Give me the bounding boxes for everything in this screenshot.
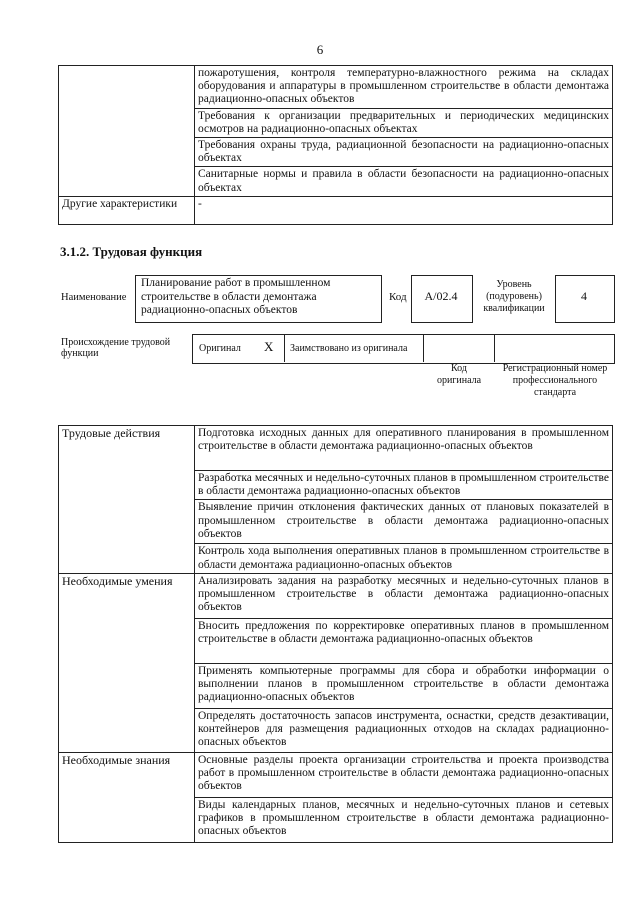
table-cell-text: пожаротушения, контроля температурно-влажностного режима на складах оборудования и аппаратуры в промышленном строительстве в области демонтажа радиационно-опасных объектов — [195, 66, 613, 109]
page-number: 6 — [316, 42, 324, 57]
list-item: Виды календарных планов, месячных и недельно-суточных планов и сетевых графиков в промышленном строительстве в области демонтажа радиационно-опасных объектов — [195, 797, 613, 842]
table-cell-label — [59, 108, 195, 137]
table-cell-text: Санитарные нормы и правила в области безопасности на радиационно-опасных объектах — [195, 167, 613, 196]
level-value: 4 — [581, 289, 587, 303]
list-item: Применять компьютерные программы для сбора и обработки информации о выполнении планов в промышленном строительстве в области демонтажа радиационно-опасных объектов — [195, 663, 613, 708]
divider — [284, 334, 285, 362]
list-item: Основные разделы проекта организации строительства и проекта производства работ в промышленном строительстве в области демонтажа радиационно-опасных объектов — [195, 752, 613, 797]
list-item: Вносить предложения по корректировке оперативных планов в промышленном строительстве в области демонтажа радиационно-опасных объектов — [195, 618, 613, 663]
group-label-labor-actions: Трудовые действия — [59, 426, 195, 574]
original-label: Оригинал — [199, 343, 241, 354]
group-label-knowledge: Необходимые знания — [59, 752, 195, 842]
other-characteristics-value: - — [195, 196, 613, 224]
other-characteristics-label: Другие характеристики — [59, 196, 195, 224]
list-item: Подготовка исходных данных для оперативного планирования в промышленном строительстве в области демонтажа радиационно-опасных объектов — [195, 426, 613, 471]
origin-label: Происхождение трудовой функции — [61, 337, 171, 359]
list-item: Определять достаточность запасов инструмента, оснастки, средств дезактивации, контейнеров для размещения радиационных отходов на складах радиационно-опасных объектов — [195, 708, 613, 752]
list-item: Выявление причин отклонения фактических данных от плановых показателей в промышленном строительстве в области демонтажа радиационно-опасных объектов — [195, 500, 613, 544]
table-cell-label — [59, 138, 195, 167]
divider — [494, 334, 495, 362]
borrowed-label: Заимствовано из оригинала — [290, 343, 408, 354]
section-title: 3.1.2. Трудовая функция — [60, 244, 203, 259]
table-cell-text: Требования охраны труда, радиационной безопасности на радиационно-опасных объектах — [195, 138, 613, 167]
top-table — [58, 65, 613, 225]
name-value: Планирование работ в промышленном строительстве в области демонтажа радиационно-опасных объектов — [141, 277, 331, 316]
table-cell-label — [59, 66, 195, 109]
main-table — [58, 425, 613, 843]
list-item: Анализировать задания на разработку месячных и недельно-суточных планов в промышленном строительстве в области демонтажа радиационно-опасных объектов — [195, 573, 613, 618]
name-label: Наименование — [61, 292, 127, 303]
table-cell-label — [59, 167, 195, 196]
code-label: Код — [389, 291, 407, 303]
code-original-caption: Код оригинала — [436, 363, 482, 386]
level-label: Уровень (подуровень) квалификации — [483, 279, 545, 314]
reg-number-caption: Регистрационный номер профессионального стандарта — [502, 363, 608, 398]
group-label-skills: Необходимые умения — [59, 573, 195, 752]
divider — [423, 334, 424, 362]
list-item: Контроль хода выполнения оперативных планов в промышленном строительстве в области демонтажа радиационно-опасных объектов — [195, 544, 613, 573]
original-mark: X — [264, 339, 274, 354]
table-cell-text: Требования к организации предварительных и периодических медицинских осмотров на радиационно-опасных объектах — [195, 108, 613, 137]
list-item: Разработка месячных и недельно-суточных планов в промышленном строительстве в области демонтажа радиационно-опасных объектов — [195, 471, 613, 500]
code-value: А/02.4 — [424, 289, 458, 303]
